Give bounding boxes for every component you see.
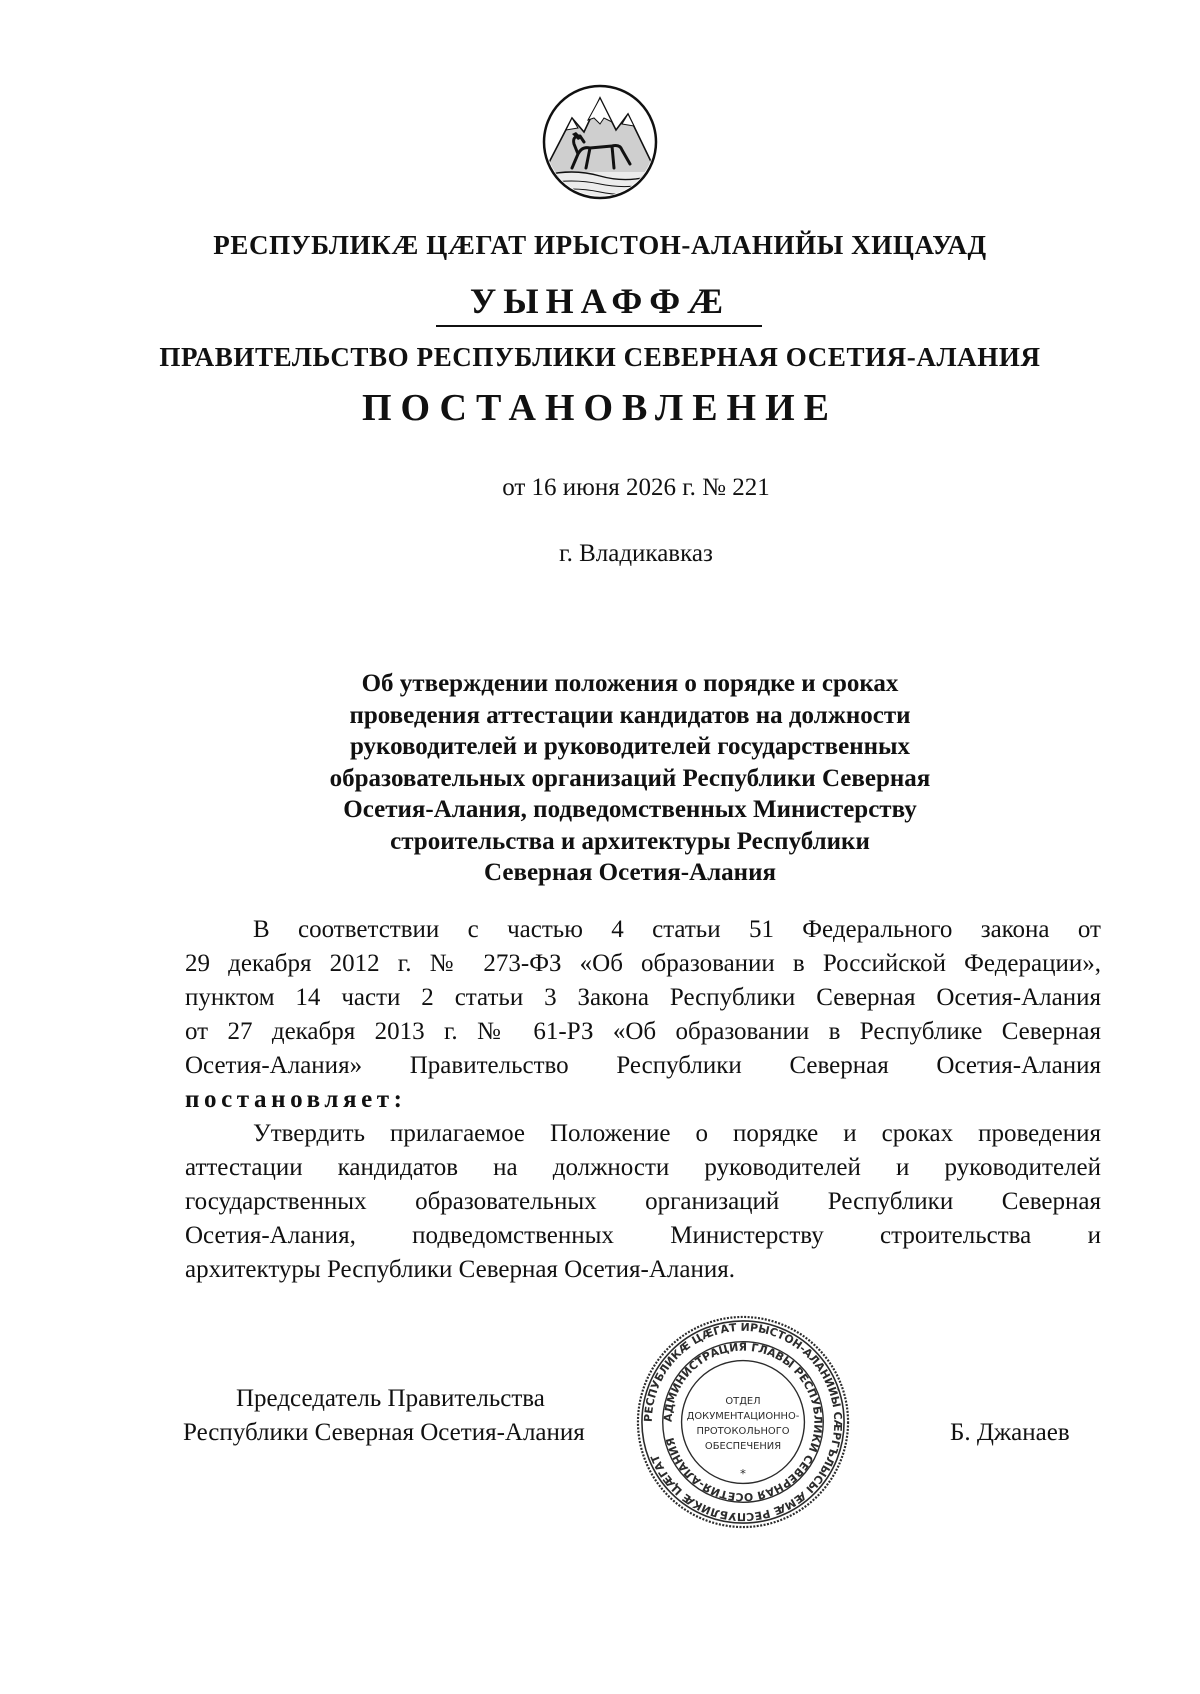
header-divider [436,325,762,327]
title-line: Осетия-Алания, подведомственных Министерству [343,796,917,823]
title-line: руководителей и руководителей государственных [349,733,911,760]
stamp-center-line: ДОКУМЕНТАЦИОННО- [686,1411,800,1423]
ossetian-document-type: УЫНАФФӔ [469,281,731,321]
title-line: проведения аттестации кандидатов на должности [349,701,911,729]
russian-government-name: ПРАВИТЕЛЬСТВО РЕСПУБЛИКИ СЕВЕРНАЯ ОСЕТИЯ-АЛАНИЯ [159,342,1041,372]
body-line: Осетия-Алания» Правительство Республики Северная Осетия-Алания [185,1052,1101,1079]
stamp-center-line: ОТДЕЛ [725,1396,761,1408]
svg-text:*: * [740,1466,746,1481]
resolves-word: постановляет: [185,1086,407,1113]
signatory-position-line2: Республики Северная Осетия-Алания [183,1419,585,1446]
stamp-inner-ring-text: АДМИНИСТРАЦИЯ ГЛАВЫ РЕСПУБЛИКИ СЕВЕРНАЯ ОСЕТИЯ-АЛАНИЯ [661,1340,825,1504]
body-line: аттестации кандидатов на должности руководителей и руководителей [185,1154,1101,1181]
ossetian-government-name: РЕСПУБЛИКӔ ЦӔГАТ ИРЫСТОН-АЛАНИЙЫ ХИЦАУАД [213,230,987,260]
body-line: от 27 декабря 2013 г. № 61-РЗ «Об образовании в Республике Северная [185,1018,1101,1045]
body-line: государственных образовательных организаций Республики Северная [185,1188,1101,1215]
signatory-name: Б. Джанаев [950,1419,1070,1446]
body-line: Утвердить прилагаемое Положение о порядке и сроках проведения [253,1120,1101,1147]
official-seal-icon [634,1313,852,1531]
title-line: Об утверждении положения о порядке и сроках [361,670,899,697]
stamp-outer-ring-text: РЕСПУБЛИКӔ ЦӔГАТ ИРЫСТОН-АЛАНИЙЫ СӔРГЪЛЫСЫ ӔМӔ РЕСПУБЛИКӔ ЦӔГАТ [641,1320,845,1524]
title-line: образовательных организаций Республики Северная [329,764,931,792]
title-line: строительства и архитектуры Республики [390,827,870,855]
document-city: г. Владикавказ [559,540,713,567]
russian-document-type: ПОСТАНОВЛЕНИЕ [361,387,839,429]
coat-of-arms-icon [542,84,658,200]
body-line: пунктом 14 части 2 статьи 3 Закона Республики Северная Осетия-Алания [185,984,1101,1011]
body-line: Осетия-Алания, подведомственных Министерству строительства и [185,1222,1101,1249]
stamp-center-line: ОБЕСПЕЧЕНИЯ [704,1440,782,1452]
body-line: архитектуры Республики Северная Осетия-Алания. [185,1256,735,1283]
body-line: 29 декабря 2012 г. № 273-ФЗ «Об образовании в Российской Федерации», [185,950,1101,977]
document-title [270,668,990,889]
document-date-number: от 16 июня 2026 г. № 221 [502,474,770,501]
body-line: В соответствии с частью 4 статьи 51 Федерального закона от [253,916,1101,943]
signatory-position-line1: Председатель Правительства [236,1385,545,1412]
stamp-center-line: ПРОТОКОЛЬНОГО [696,1425,790,1437]
title-line: Северная Осетия-Алания [483,859,777,886]
